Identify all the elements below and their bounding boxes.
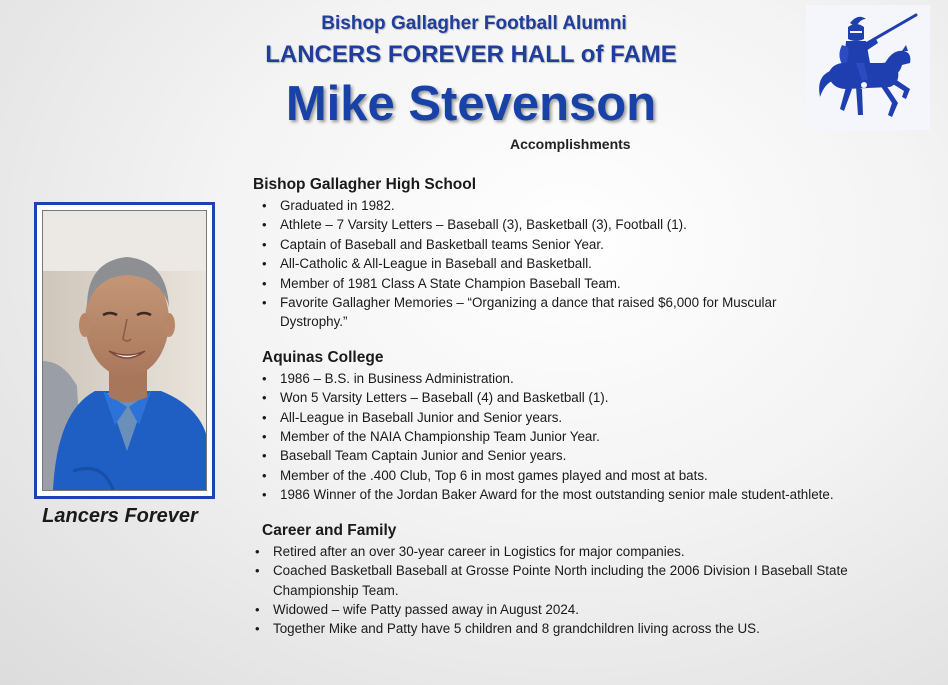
accomplishment-list	[250, 196, 890, 332]
section-college	[250, 348, 890, 505]
list-item: • Graduated in 1982.	[280, 196, 890, 215]
list-item: • Member of the .400 Club, Top 6 in most games played and most at bats.	[280, 466, 890, 485]
list-item: • Won 5 Varsity Letters – Baseball (4) and Basketball (1).	[280, 388, 890, 407]
section-career-family	[250, 521, 890, 639]
accomplishment-list	[250, 369, 890, 505]
list-item: • Member of the NAIA Championship Team Junior Year.	[280, 427, 890, 446]
hall-of-fame-title: LANCERS FOREVER HALL of FAME	[265, 41, 677, 68]
section-heading: Bishop Gallagher High School	[253, 176, 477, 193]
portrait-image	[43, 211, 207, 490]
list-item: • 1986 Winner of the Jordan Baker Award for the most outstanding senior male student-athlete.	[280, 485, 855, 504]
accomplishments-content	[250, 175, 890, 639]
list-item: • Member of 1981 Class A State Champion Baseball Team.	[280, 274, 890, 293]
accomplishment-list	[250, 542, 890, 639]
inductee-photo-frame	[34, 202, 215, 499]
list-item: • Widowed – wife Patty passed away in August 2024.	[273, 600, 890, 619]
inductee-name: Mike Stevenson	[285, 77, 657, 131]
list-item: • Favorite Gallagher Memories – “Organizing a dance that raised $6,000 for Muscular Dystrophy.”	[280, 293, 840, 332]
list-item: • Captain of Baseball and Basketball teams Senior Year.	[280, 235, 890, 254]
list-item: • Coached Basketball Baseball at Grosse Pointe North including the 2006 Division I Baseball State Championship Team.	[273, 561, 873, 600]
lancer-knight-on-horse-icon	[806, 5, 930, 130]
list-item: • All-League in Baseball Junior and Senior years.	[280, 408, 890, 427]
list-item: • All-Catholic & All-League in Baseball and Basketball.	[280, 254, 890, 273]
lancer-logo	[806, 5, 930, 130]
header-alumni-title: Bishop Gallagher Football Alumni	[321, 13, 627, 34]
inductee-photo	[42, 210, 207, 491]
accomplishments-label: Accomplishments	[510, 136, 631, 152]
list-item: • Athlete – 7 Varsity Letters – Baseball (3), Basketball (3), Football (1).	[280, 215, 890, 234]
list-item: • Together Mike and Patty have 5 children and 8 grandchildren living across the US.	[273, 619, 890, 638]
section-heading: Aquinas College	[262, 348, 384, 366]
section-high-school	[250, 175, 890, 332]
photo-caption: Lancers Forever	[42, 505, 198, 527]
list-item: • 1986 – B.S. in Business Administration.	[280, 369, 890, 388]
section-heading: Career and Family	[262, 521, 397, 539]
list-item: • Retired after an over 30-year career in Logistics for major companies.	[273, 542, 890, 561]
list-item: • Baseball Team Captain Junior and Senior years.	[280, 446, 890, 465]
